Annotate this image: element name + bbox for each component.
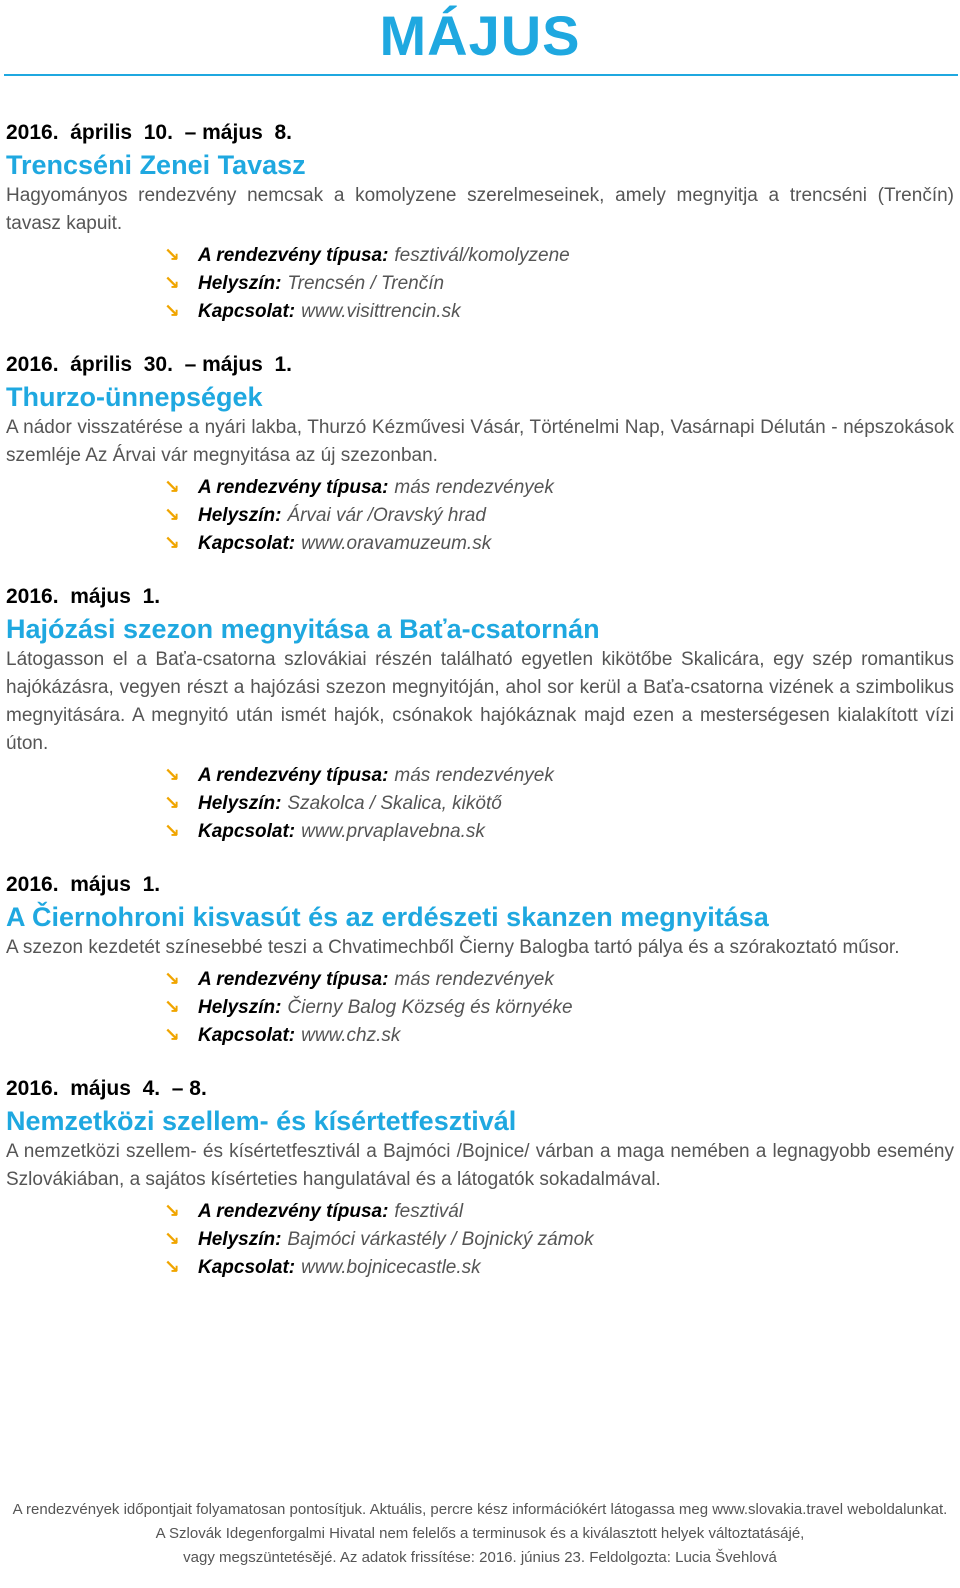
- place-value: Bajmóci várkastély / Bojnický zámok: [287, 1229, 594, 1250]
- event-type-row: [164, 1198, 954, 1226]
- type-value: fesztivál/komolyzene: [394, 245, 570, 266]
- event-description: A nemzetközi szellem- és kísértetfesztivál a Bajmóci /Bojnice/ várban a maga nemében a legnagyobb esemény Szlovákiában, a sajátos kísérteties hangulatával és a látogatók sokadalmával.: [6, 1141, 954, 1190]
- footer-disclaimer-line: A rendezvények időpontjait folyamatosan pontosítjuk. Aktuális, percre kész információkért látogassa meg www.slovakia.travel weboldalunkat.: [12, 1501, 948, 1518]
- place-label: Helyszín:: [198, 1229, 282, 1250]
- place-value: Čierny Balog Község és környéke: [287, 997, 573, 1018]
- event-place-row: [164, 994, 954, 1022]
- event-title: Hajózási szezon megnyitása a Baťa-csatornán: [6, 614, 600, 644]
- arrow-down-right-icon: ↘: [164, 505, 180, 526]
- event-place-row: [164, 502, 954, 530]
- arrow-down-right-icon: ↘: [164, 793, 180, 814]
- arrow-down-right-icon: ↘: [164, 969, 180, 990]
- arrow-down-right-icon: ↘: [164, 1229, 180, 1250]
- contact-label: Kapcsolat:: [198, 1025, 296, 1046]
- event-item: [6, 350, 954, 558]
- type-label: A rendezvény típusa:: [198, 969, 389, 990]
- place-label: Helyszín:: [198, 273, 282, 294]
- place-value: Árvai vár /Oravský hrad: [287, 505, 486, 526]
- type-label: A rendezvény típusa:: [198, 477, 389, 498]
- type-label: A rendezvény típusa:: [198, 245, 389, 266]
- arrow-down-right-icon: ↘: [164, 765, 180, 786]
- footer-disclaimer-line: A Szlovák Idegenforgalmi Hivatal nem felelős a terminusok és a kiválasztott helyek változtatásájé,: [155, 1525, 805, 1542]
- place-value: Szakolca / Skalica, kikötő: [287, 793, 502, 814]
- event-description: Látogasson el a Baťa-csatorna szlovákiai részén található egyetlen kikötőbe Skalicára, egy szép romantikus hajókázásra, vegyen részt a hajózási szezon megnyitóján, ahol sor kerül a Baťa-csatorna vizének a szimbolikus megnyitására. A megnyitó után ismét hajók, csónakok hajókáznak majd ezen a mesterségesen kialakított vízi úton.: [6, 649, 954, 754]
- event-details: [6, 242, 954, 326]
- event-contact-row: [164, 1254, 954, 1282]
- page-title: MÁJUS: [379, 4, 581, 67]
- contact-link[interactable]: www.prvaplavebna.sk: [301, 821, 485, 842]
- event-item: [6, 870, 954, 1050]
- arrow-down-right-icon: ↘: [164, 477, 180, 498]
- event-title: A Čiernohroni kisvasút és az erdészeti skanzen megnyitása: [6, 902, 769, 932]
- event-title: Nemzetközi szellem- és kísértetfesztivál: [6, 1106, 517, 1136]
- arrow-down-right-icon: ↘: [164, 273, 180, 294]
- event-place-row: [164, 270, 954, 298]
- event-description: A nádor visszatérése a nyári lakba, Thurzó Kézművesi Vásár, Történelmi Nap, Vasárnapi Délután - népszokások szemléje Az Árvai vár megnyitása az új szezonban.: [6, 417, 954, 466]
- contact-label: Kapcsolat:: [198, 301, 296, 322]
- event-date: 2016. április 30. – május 1.: [6, 353, 293, 376]
- arrow-down-right-icon: ↘: [164, 301, 180, 322]
- event-date: 2016. április 10. – május 8.: [6, 121, 293, 144]
- place-label: Helyszín:: [198, 793, 282, 814]
- arrow-down-right-icon: ↘: [164, 821, 180, 842]
- event-details: [6, 762, 954, 846]
- event-details: [6, 474, 954, 558]
- event-description: A szezon kezdetét színesebbé teszi a Chvatimechből Čierny Balogba tartó pálya és a szórakoztató műsor.: [6, 937, 900, 958]
- arrow-down-right-icon: ↘: [164, 997, 180, 1018]
- event-place-row: [164, 790, 954, 818]
- type-value: fesztivál: [394, 1201, 464, 1222]
- event-contact-row: [164, 818, 954, 846]
- event-place-row: [164, 1226, 954, 1254]
- arrow-down-right-icon: ↘: [164, 1201, 180, 1222]
- event-title: Thurzo-ünnepségek: [6, 382, 263, 412]
- contact-link[interactable]: www.visittrencin.sk: [301, 301, 461, 322]
- page-footer: [0, 1498, 960, 1570]
- arrow-down-right-icon: ↘: [164, 533, 180, 554]
- event-contact-row: [164, 530, 954, 558]
- event-date: 2016. május 1.: [6, 873, 161, 896]
- type-value: más rendezvények: [394, 765, 554, 786]
- contact-link[interactable]: www.chz.sk: [301, 1025, 401, 1046]
- event-item: [6, 582, 954, 846]
- event-contact-row: [164, 1022, 954, 1050]
- arrow-down-right-icon: ↘: [164, 245, 180, 266]
- arrow-down-right-icon: ↘: [164, 1257, 180, 1278]
- event-item: [6, 1074, 954, 1282]
- event-contact-row: [164, 298, 954, 326]
- place-label: Helyszín:: [198, 997, 282, 1018]
- contact-label: Kapcsolat:: [198, 821, 296, 842]
- arrow-down-right-icon: ↘: [164, 1025, 180, 1046]
- type-value: más rendezvények: [394, 477, 554, 498]
- event-title: Trencséni Zenei Tavasz: [6, 150, 306, 180]
- contact-label: Kapcsolat:: [198, 533, 296, 554]
- contact-label: Kapcsolat:: [198, 1257, 296, 1278]
- event-type-row: [164, 966, 954, 994]
- type-label: A rendezvény típusa:: [198, 765, 389, 786]
- title-divider: [4, 74, 958, 76]
- type-label: A rendezvény típusa:: [198, 1201, 389, 1222]
- contact-link[interactable]: www.bojnicecastle.sk: [301, 1257, 481, 1278]
- type-value: más rendezvények: [394, 969, 554, 990]
- event-details: [6, 1198, 954, 1282]
- event-list: [6, 118, 954, 1282]
- place-value: Trencsén / Trenčín: [287, 273, 445, 294]
- event-type-row: [164, 762, 954, 790]
- footer-update-line: vagy megszüntetésějé. Az adatok frissítése: 2016. június 23. Feldolgozta: Lucia Švehlová: [183, 1549, 777, 1566]
- event-type-row: [164, 242, 954, 270]
- event-date: 2016. május 4. – 8.: [6, 1077, 207, 1100]
- event-type-row: [164, 474, 954, 502]
- event-details: [6, 966, 954, 1050]
- event-description: Hagyományos rendezvény nemcsak a komolyzene szerelmeseinek, amely megnyitja a trencséni (Trenčín) tavasz kapuit.: [6, 185, 954, 234]
- event-item: [6, 118, 954, 326]
- contact-link[interactable]: www.oravamuzeum.sk: [301, 533, 492, 554]
- place-label: Helyszín:: [198, 505, 282, 526]
- event-date: 2016. május 1.: [6, 585, 161, 608]
